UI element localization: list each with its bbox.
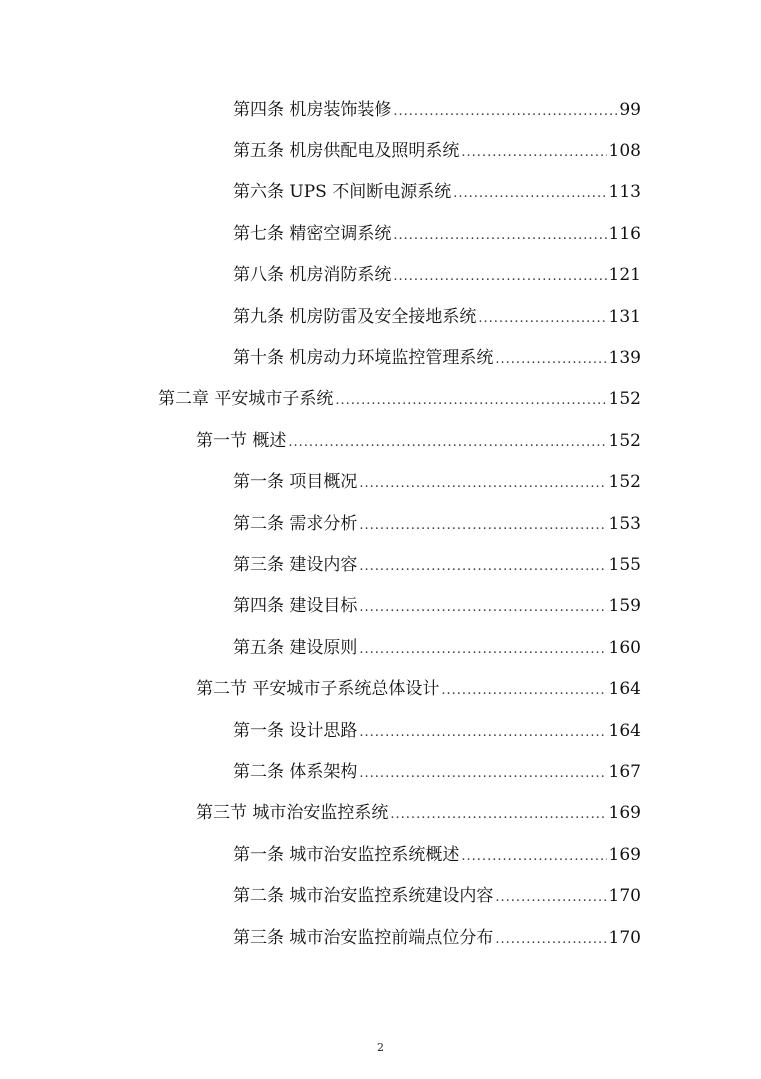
toc-dot-leader (461, 143, 606, 163)
toc-entry (0, 835, 761, 876)
toc-dot-leader (390, 805, 606, 825)
toc-entry-page-number: 152 (608, 472, 641, 493)
toc-entry-page-number: 155 (608, 554, 641, 575)
toc-entry-link[interactable] (233, 182, 761, 204)
toc-entry (0, 587, 761, 628)
toc-entry-title: 第四条 机房装饰装修 (233, 99, 392, 120)
toc-entry-title: 第十条 机房动力环境监控管理系统 (233, 348, 494, 369)
toc-entry-page-number: 167 (608, 761, 641, 782)
toc-entry (0, 711, 761, 752)
toc-dot-leader (441, 681, 606, 701)
toc-entry (0, 214, 761, 255)
toc-entry-link[interactable] (233, 928, 761, 950)
toc-entry-link[interactable] (233, 886, 761, 908)
toc-entry (0, 90, 761, 131)
toc-entry-page-number: 159 (608, 596, 641, 617)
toc-entry-title: 第二条 需求分析 (233, 513, 358, 534)
toc-entry-page-number: 160 (608, 637, 641, 658)
toc-entry-link[interactable] (196, 431, 761, 453)
toc-dot-leader (453, 184, 606, 204)
toc-entry-page-number: 169 (608, 844, 641, 865)
toc-dot-leader (495, 888, 606, 908)
toc-dot-leader (495, 350, 606, 370)
toc-entry (0, 545, 761, 586)
toc-entry-page-number: 152 (608, 389, 641, 410)
toc-entry-page-number: 116 (608, 223, 641, 244)
toc-entry-title: 第一条 项目概况 (233, 472, 358, 493)
toc-entry-title: 第三条 城市治安监控前端点位分布 (233, 927, 494, 948)
toc-dot-leader (393, 267, 606, 287)
toc-dot-leader (288, 433, 606, 453)
toc-dot-leader (393, 102, 617, 122)
toc-entry-page-number: 153 (608, 513, 641, 534)
toc-entry-link[interactable] (233, 721, 761, 743)
toc-entry (0, 173, 761, 214)
toc-entry-title: 第一条 设计思路 (233, 720, 358, 741)
toc-dot-leader (495, 930, 606, 950)
toc-entry (0, 338, 761, 379)
toc-entry (0, 794, 761, 835)
toc-entry (0, 380, 761, 421)
toc-dot-leader (359, 557, 606, 577)
toc-entry-title: 第六条 UPS 不间断电源系统 (233, 182, 452, 203)
toc-entry-link[interactable] (233, 224, 761, 246)
toc-entry-link[interactable] (233, 100, 761, 122)
toc-entry (0, 463, 761, 504)
toc-entry-title: 第七条 精密空调系统 (233, 223, 392, 244)
toc-entry-page-number: 164 (608, 720, 641, 741)
toc-entry-page-number: 113 (608, 182, 641, 203)
toc-entry-title: 第二节 平安城市子系统总体设计 (196, 679, 440, 700)
toc-entry-title: 第二章 平安城市子系统 (158, 389, 334, 410)
toc-entry-link[interactable] (196, 679, 761, 701)
toc-entry (0, 669, 761, 710)
toc-entry (0, 628, 761, 669)
toc-entry-link[interactable] (233, 596, 761, 618)
toc-dot-leader (393, 226, 606, 246)
toc-dot-leader (359, 640, 606, 660)
toc-entry-page-number: 139 (608, 348, 641, 369)
toc-entry-page-number: 121 (608, 265, 641, 286)
toc-entry-title: 第四条 建设目标 (233, 596, 358, 617)
toc-dot-leader (359, 723, 606, 743)
toc-dot-leader (461, 847, 606, 867)
table-of-contents (0, 90, 761, 959)
toc-entry-page-number: 152 (608, 430, 641, 451)
toc-entry-title: 第三节 城市治安监控系统 (196, 803, 389, 824)
toc-entry-page-number: 170 (608, 927, 641, 948)
toc-dot-leader (478, 309, 606, 329)
toc-entry-link[interactable] (233, 514, 761, 536)
toc-entry-link[interactable] (233, 845, 761, 867)
page-number: 2 (377, 1041, 384, 1054)
toc-entry (0, 421, 761, 462)
toc-entry-title: 第九条 机房防雷及安全接地系统 (233, 306, 477, 327)
toc-entry-title: 第八条 机房消防系统 (233, 265, 392, 286)
toc-entry-title: 第一条 城市治安监控系统概述 (233, 844, 460, 865)
toc-entry-link[interactable] (233, 265, 761, 287)
toc-entry-link[interactable] (233, 638, 761, 660)
toc-dot-leader (359, 764, 606, 784)
toc-entry-page-number: 164 (608, 679, 641, 700)
toc-entry-link[interactable] (233, 555, 761, 577)
toc-dot-leader (359, 474, 606, 494)
toc-entry-title: 第二条 体系架构 (233, 761, 358, 782)
toc-entry (0, 256, 761, 297)
toc-entry (0, 504, 761, 545)
toc-entry-title: 第五条 建设原则 (233, 637, 358, 658)
toc-entry-page-number: 99 (619, 99, 641, 120)
toc-entry (0, 131, 761, 172)
toc-entry-title: 第二条 城市治安监控系统建设内容 (233, 886, 494, 907)
toc-entry-page-number: 169 (608, 803, 641, 824)
toc-entry (0, 918, 761, 959)
toc-entry-link[interactable] (196, 803, 761, 825)
toc-entry-link[interactable] (158, 389, 761, 411)
toc-dot-leader (335, 391, 606, 411)
toc-entry-title: 第三条 建设内容 (233, 554, 358, 575)
toc-entry (0, 297, 761, 338)
toc-entry (0, 752, 761, 793)
toc-entry-link[interactable] (233, 472, 761, 494)
toc-dot-leader (359, 598, 606, 618)
toc-entry-title: 第一节 概述 (196, 430, 287, 451)
toc-entry-page-number: 131 (608, 306, 641, 327)
toc-entry-page-number: 170 (608, 886, 641, 907)
toc-dot-leader (359, 516, 606, 536)
toc-entry-link[interactable] (233, 307, 761, 329)
toc-entry-title: 第五条 机房供配电及照明系统 (233, 141, 460, 162)
toc-entry (0, 876, 761, 917)
toc-entry-link[interactable] (233, 348, 761, 370)
toc-entry-link[interactable] (233, 762, 761, 784)
toc-entry-page-number: 108 (608, 141, 641, 162)
toc-entry-link[interactable] (233, 141, 761, 163)
